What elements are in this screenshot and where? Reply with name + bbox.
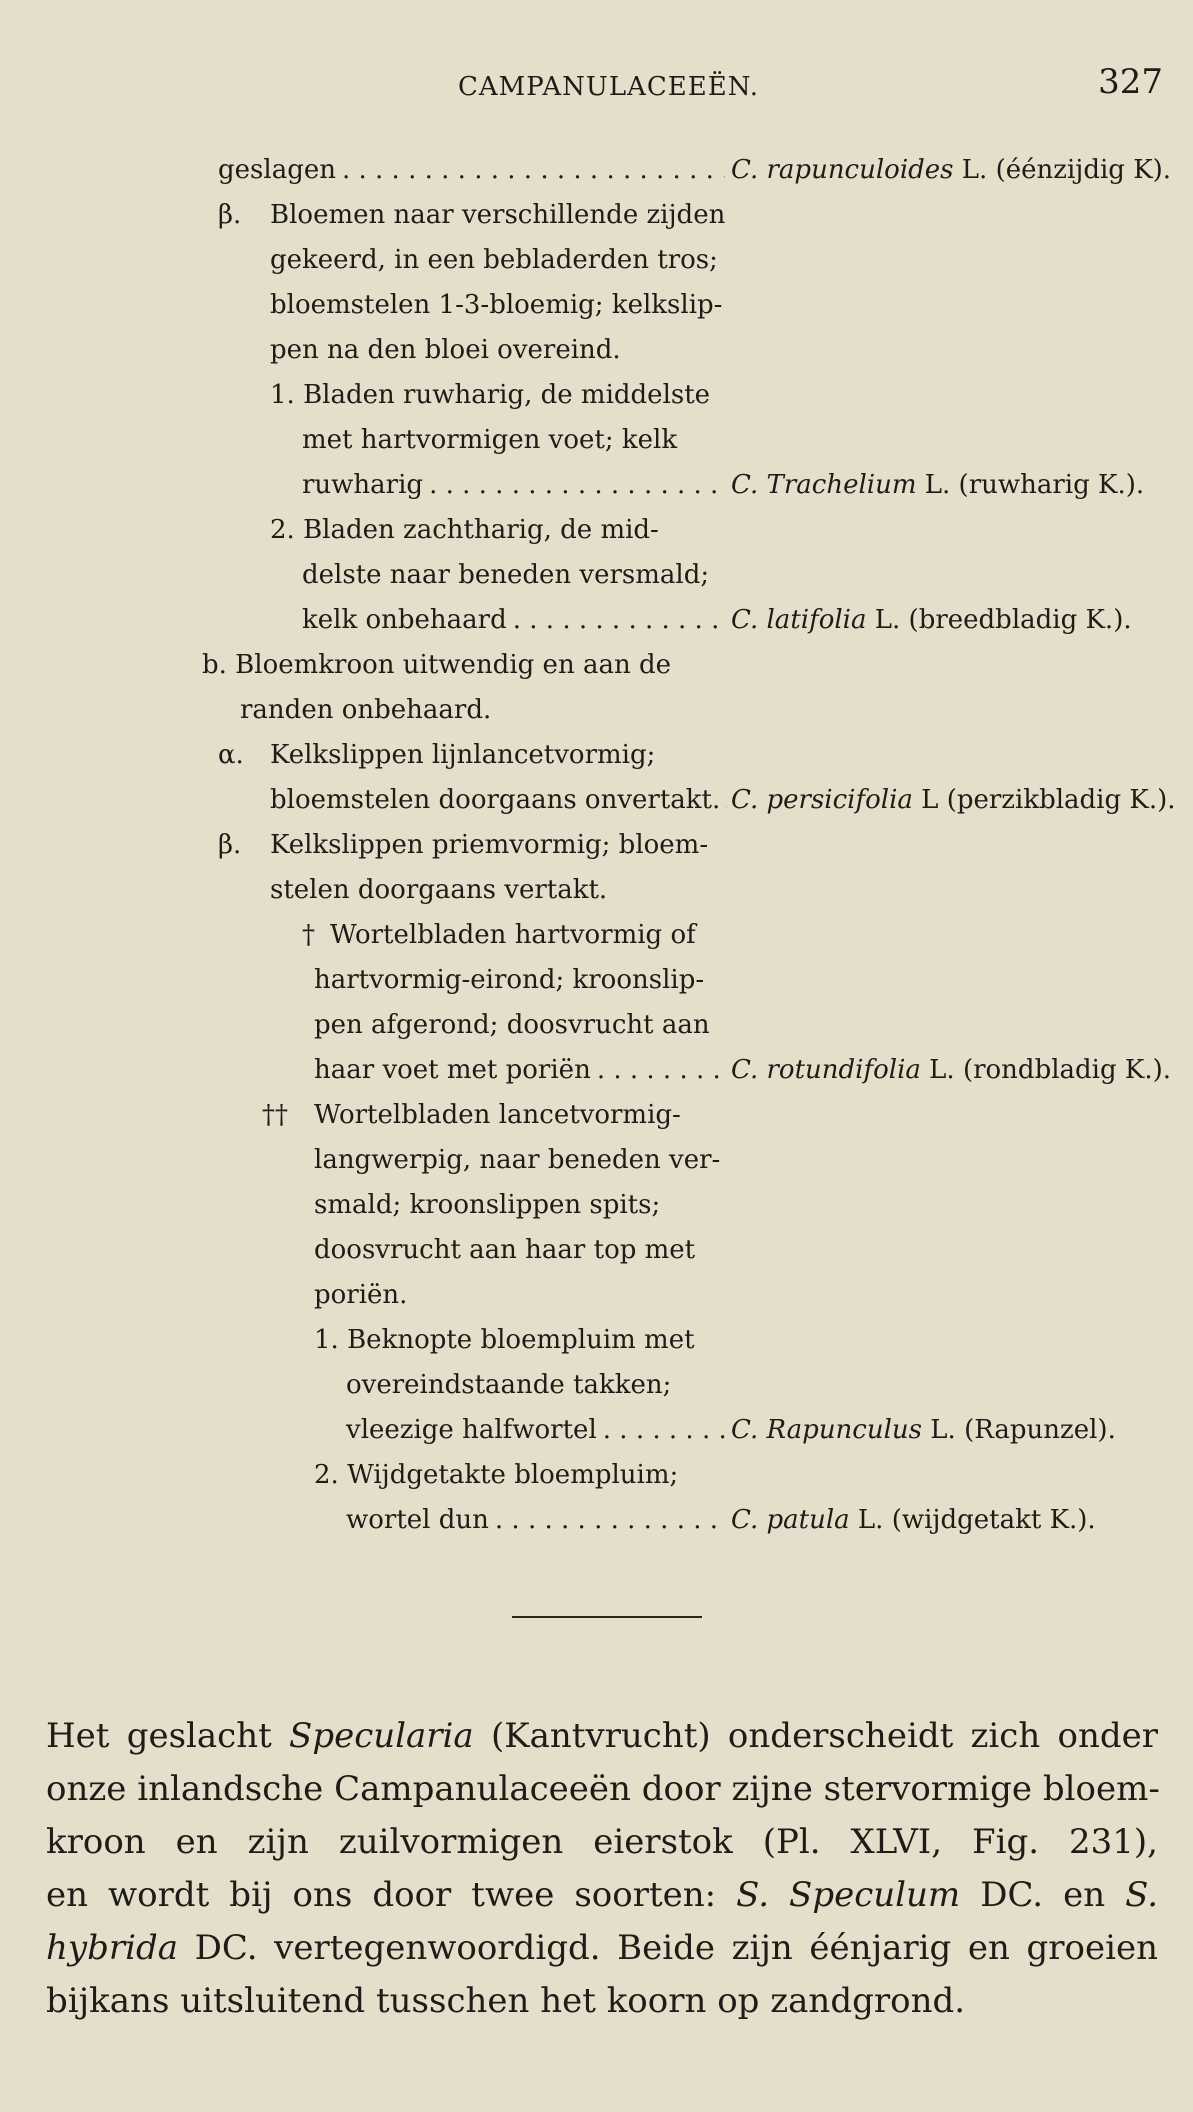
- paragraph-line: onze inlandsche Campanulaceeën door zijne stervormige bloem-: [46, 1769, 1160, 1809]
- key-mark-beta: β.: [218, 200, 242, 230]
- key-entry-rotundifolia: haar voet met poriën . . . C. rotundifolia L. (rondbladig K.).: [314, 1050, 1163, 1090]
- key-line: Bloemen naar verschillende zijden: [270, 200, 726, 230]
- species-name: C. Rapunculus: [731, 1415, 923, 1445]
- key-line: b. Bloemkroon uitwendig en aan de: [202, 650, 671, 680]
- key-line: Kelkslippen lijnlancetvormig;: [270, 740, 656, 770]
- key-line: stelen doorgaans vertakt.: [270, 875, 608, 905]
- key-line: 2. Bladen zachtharig, de mid-: [270, 515, 659, 545]
- species-name: C. rotundifolia: [731, 1055, 921, 1085]
- key-entry-latifolia: kelk onbehaard . . . C. latifolia L. (breedbladig K.).: [302, 600, 1163, 640]
- key-line: overeindstaande takken;: [346, 1370, 672, 1400]
- page-number: 327: [1098, 62, 1163, 102]
- key-entry-persicifolia: bloemstelen doorgaans onvertakt. . . . C. persicifolia L (perzikbladig K.).: [270, 780, 1163, 820]
- key-line: Wortelbladen lancetvormig-: [314, 1100, 681, 1130]
- key-line: met hartvormigen voet; kelk: [302, 425, 678, 455]
- species-name: C. rapunculoides: [731, 155, 954, 185]
- body-paragraph: [46, 1710, 1158, 2028]
- paragraph-line: kroon en zijn zuilvormigen eierstok (Pl. XLVI, Fig. 231),: [46, 1822, 1158, 1862]
- running-header: [0, 62, 1193, 112]
- species-name: C. persicifolia: [731, 785, 913, 815]
- key-entry-rapunculus: vleezige halfwortel . . . C. Rapunculus L. (Rapunzel).: [346, 1410, 1163, 1450]
- key-entry-patula: wortel dun . . . C. patula L. (wijdgetakt K.).: [346, 1500, 1163, 1540]
- key-line: gekeerd, in een bebladerden tros;: [270, 245, 718, 275]
- key-line: hartvormig-eirond; kroonslip-: [314, 965, 705, 995]
- key-line: 1. Bladen ruwharig, de middelste: [270, 380, 711, 410]
- key-entry-rapunculoides: geslagen . . . C. rapunculoides L. (éénzijdig K).: [218, 150, 1163, 190]
- key-mark-beta: β.: [218, 830, 242, 860]
- paragraph-line: hybrida DC. vertegenwoordigd. Beide zijn éénjarig en groeien: [46, 1928, 1158, 1968]
- paragraph-line: Het geslacht Specularia (Kantvrucht) onderscheidt zich onder: [46, 1716, 1158, 1756]
- key-line: delste naar beneden versmald;: [302, 560, 710, 590]
- key-line: poriën.: [314, 1280, 408, 1310]
- key-line: doosvrucht aan haar top met: [314, 1235, 696, 1265]
- key-line: langwerpig, naar beneden ver-: [314, 1145, 721, 1175]
- species-name: C. patula: [731, 1505, 850, 1535]
- key-line: pen na den bloei overeind.: [270, 335, 621, 365]
- species-name: C. latifolia: [731, 605, 867, 635]
- key-line: Kelkslippen priemvormig; bloem-: [270, 830, 709, 860]
- key-line: 1. Beknopte bloempluim met: [314, 1325, 695, 1355]
- key-line: Wortelbladen hartvormig of: [330, 920, 696, 950]
- key-mark-dagger: †: [302, 920, 315, 950]
- key-line: smald; kroonslippen spits;: [314, 1190, 661, 1220]
- key-line: 2. Wijdgetakte bloempluim;: [314, 1460, 679, 1490]
- key-line: bloemstelen 1-3-bloemig; kelkslip-: [270, 290, 723, 320]
- species-name: C. Trachelium: [731, 470, 917, 500]
- paragraph-line: bijkans uitsluitend tusschen het koorn op zandgrond.: [46, 1981, 966, 2021]
- chapter-title: CAMPANULACEEËN.: [458, 72, 760, 102]
- section-divider: [512, 1616, 702, 1618]
- paragraph-line: en wordt bij ons door twee soorten: S. Speculum DC. en S.: [46, 1875, 1159, 1915]
- key-mark-double-dagger: ††: [262, 1100, 288, 1130]
- key-line: pen afgerond; doosvrucht aan: [314, 1010, 710, 1040]
- key-line: randen onbehaard.: [240, 695, 492, 725]
- key-mark-alpha: α.: [218, 740, 244, 770]
- key-entry-trachelium: ruwharig . . . C. Trachelium L. (ruwharig K.).: [302, 465, 1163, 505]
